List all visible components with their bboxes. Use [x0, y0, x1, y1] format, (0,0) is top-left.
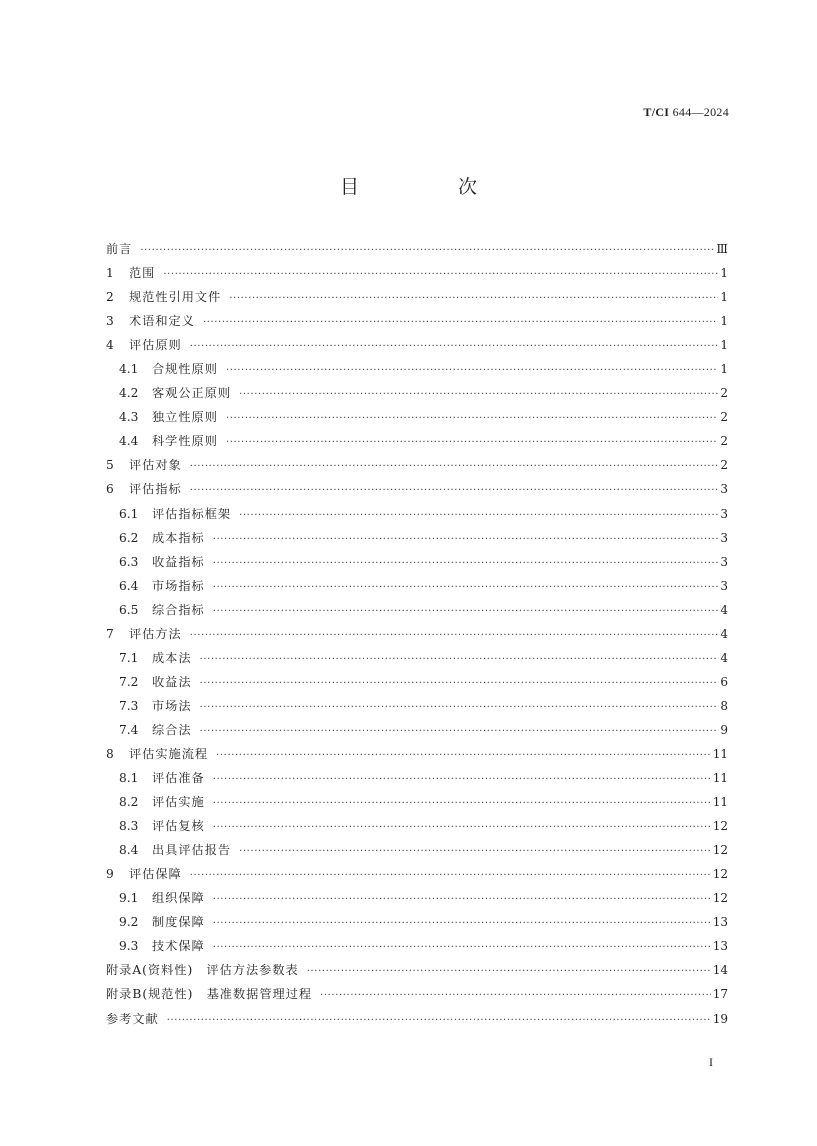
toc-entry[interactable] [106, 934, 728, 958]
toc-leader-dots [216, 744, 711, 768]
toc-entry[interactable] [106, 622, 728, 646]
toc-entry[interactable] [106, 477, 728, 501]
toc-entry[interactable] [106, 526, 728, 550]
toc-leader-dots [213, 552, 719, 576]
toc-leader-dots [213, 816, 711, 840]
toc-entry[interactable] [106, 1007, 728, 1031]
toc-entry[interactable] [106, 237, 728, 261]
toc-entry-number: 8 [106, 746, 114, 761]
toc-leader-dots [239, 383, 718, 407]
toc-leader-dots [213, 528, 719, 552]
toc-entry-page: 8 [720, 698, 728, 713]
toc-entry-number: 6 [106, 482, 114, 497]
toc-entry-number: 7.1 [119, 650, 139, 665]
toc-entry[interactable] [106, 982, 728, 1006]
toc-entry[interactable] [106, 694, 728, 718]
toc-entry-label: 合规性原则 [152, 362, 218, 377]
toc-entry-label: 收益指标 [152, 554, 205, 569]
toc-leader-dots [213, 768, 711, 792]
toc-entry-number: 8.4 [119, 843, 139, 858]
toc-entry-label: 前言 [106, 242, 133, 256]
toc-entry-label: 综合指标 [152, 602, 205, 617]
toc-entry-label: 出具评估报告 [152, 843, 232, 858]
toc-leader-dots [213, 600, 719, 624]
toc-entry-page: 2 [720, 434, 728, 449]
toc-entry-page: 9 [720, 722, 728, 737]
toc-entry-page: 12 [712, 819, 728, 834]
toc-entry-page: 1 [720, 338, 728, 353]
toc-entry-number: 7.4 [119, 722, 139, 737]
toc-leader-dots [226, 431, 718, 455]
page-number: I [709, 1055, 713, 1069]
toc-entry[interactable] [106, 550, 728, 574]
toc-entry-number: 4 [106, 338, 114, 353]
toc-entry-page: 4 [720, 626, 728, 641]
toc-entry-page: 1 [720, 362, 728, 377]
toc-entry-number: 2 [106, 290, 114, 305]
toc-entry-page: 13 [712, 939, 728, 954]
toc-entry-label: 范围 [129, 266, 156, 281]
toc-entry-page: 4 [720, 602, 728, 617]
toc-leader-dots [213, 912, 711, 936]
toc-entry-page: 6 [720, 674, 728, 689]
toc-entry-page: 1 [720, 290, 728, 305]
toc-entry-page: 1 [720, 314, 728, 329]
toc-entry-number: 4.2 [119, 386, 139, 401]
toc-entry[interactable] [106, 838, 728, 862]
toc-entry-number: 8.1 [119, 771, 139, 786]
standard-code-prefix: T/CI [643, 105, 670, 119]
toc-entry-number: 9.3 [119, 939, 139, 954]
standard-code [643, 105, 729, 120]
toc-leader-dots [226, 407, 718, 431]
toc-entry-page: 12 [712, 891, 728, 906]
toc-entry-page: 3 [720, 482, 728, 497]
toc-entry-page: 3 [720, 506, 728, 521]
toc-entry-label: 独立性原则 [152, 410, 218, 425]
toc-entry[interactable] [106, 910, 728, 934]
toc-leader-dots [307, 960, 711, 984]
toc-entry[interactable] [106, 742, 728, 766]
toc-entry-label: 规范性引用文件 [129, 290, 222, 305]
toc-entry[interactable] [106, 261, 728, 285]
toc-entry-page: 3 [720, 554, 728, 569]
toc-entry-label: 收益法 [152, 674, 192, 689]
toc-title: 目 次 [339, 176, 517, 198]
toc-entry-label: 附录A(资料性) 评估方法参数表 [106, 963, 299, 978]
toc-entry-page: 2 [720, 458, 728, 473]
toc-leader-dots [190, 335, 719, 359]
toc-entry[interactable] [106, 381, 728, 405]
toc-entry-label: 评估指标 [129, 482, 182, 497]
toc-entry-number: 7.3 [119, 698, 139, 713]
toc-entry-label: 参考文献 [106, 1011, 159, 1026]
toc-entry-number: 5 [106, 458, 114, 473]
toc-entry-page: 1 [720, 266, 728, 281]
toc-leader-dots [203, 311, 718, 335]
toc-entry-label: 制度保障 [152, 915, 205, 930]
toc-entry-page: 12 [712, 843, 728, 858]
toc-entry-number: 4.4 [119, 434, 139, 449]
toc-entry-page: 14 [712, 963, 728, 978]
toc-entry-number: 9.1 [119, 891, 139, 906]
toc-entry-number: 3 [106, 314, 114, 329]
toc-entry-page: 3 [720, 578, 728, 593]
toc-leader-dots [200, 696, 719, 720]
toc-entry-label: 评估原则 [129, 338, 182, 353]
toc-entry-label: 评估保障 [129, 867, 182, 882]
toc-leader-dots [190, 624, 719, 648]
toc-entry-page: 13 [712, 915, 728, 930]
toc-leader-dots [163, 263, 718, 287]
toc-leader-dots [190, 479, 719, 503]
toc-entry[interactable] [106, 405, 728, 429]
toc-entry-number: 7 [106, 626, 114, 641]
toc-leader-dots [140, 239, 714, 263]
toc-leader-dots [229, 287, 718, 311]
toc-leader-dots [213, 888, 711, 912]
toc-entry-number: 4.1 [119, 362, 139, 377]
toc-entry-label: 评估对象 [129, 458, 182, 473]
toc-entry[interactable] [106, 453, 728, 477]
toc-entry-label: 技术保障 [152, 939, 205, 954]
toc-leader-dots [167, 1009, 711, 1033]
toc-entry-page: 19 [712, 1011, 728, 1026]
toc-leader-dots [200, 648, 719, 672]
toc-entry-number: 6.5 [119, 602, 139, 617]
toc-leader-dots [239, 840, 711, 864]
toc-entry-number: 6.3 [119, 554, 139, 569]
toc-entry-page: 2 [720, 410, 728, 425]
toc-entry-number: 9 [106, 867, 114, 882]
toc-entry-label: 评估指标框架 [152, 506, 232, 521]
toc-entry[interactable] [106, 766, 728, 790]
toc-entry[interactable] [106, 718, 728, 742]
toc-entry-page: 3 [720, 530, 728, 545]
toc-leader-dots [320, 984, 711, 1008]
toc-entry[interactable] [106, 574, 728, 598]
toc-entry[interactable] [106, 862, 728, 886]
toc-entry-page: Ⅲ [716, 242, 728, 256]
toc-entry-label: 评估准备 [152, 771, 205, 786]
toc-entry-page: 17 [712, 987, 728, 1002]
toc-entry[interactable] [106, 309, 728, 333]
toc-entry-page: 12 [712, 867, 728, 882]
toc-entry[interactable] [106, 333, 728, 357]
toc-entry-number: 8.3 [119, 819, 139, 834]
toc-leader-dots [190, 455, 719, 479]
table-of-contents [106, 237, 728, 1031]
toc-entry-number: 7.2 [119, 674, 139, 689]
toc-entry-number: 6.2 [119, 530, 139, 545]
toc-entry-label: 市场指标 [152, 578, 205, 593]
toc-leader-dots [213, 576, 719, 600]
toc-leader-dots [200, 720, 719, 744]
toc-entry-number: 6.4 [119, 578, 139, 593]
toc-leader-dots [200, 672, 719, 696]
toc-entry-label: 评估实施流程 [129, 746, 209, 761]
toc-entry[interactable] [106, 814, 728, 838]
toc-entry-number: 8.2 [119, 795, 139, 810]
toc-entry-number: 1 [106, 266, 114, 281]
toc-entry-label: 组织保障 [152, 891, 205, 906]
toc-entry[interactable] [106, 886, 728, 910]
toc-entry-label: 科学性原则 [152, 434, 218, 449]
toc-entry-label: 评估方法 [129, 626, 182, 641]
toc-entry-number: 6.1 [119, 506, 139, 521]
toc-entry-label: 市场法 [152, 698, 192, 713]
standard-code-number: 644—2024 [672, 105, 729, 119]
toc-entry-page: 4 [720, 650, 728, 665]
toc-entry[interactable] [106, 790, 728, 814]
toc-leader-dots [213, 792, 711, 816]
toc-entry-label: 术语和定义 [129, 314, 195, 329]
toc-entry-label: 成本指标 [152, 530, 205, 545]
toc-entry-label: 附录B(规范性) 基准数据管理过程 [106, 987, 313, 1002]
toc-entry[interactable] [106, 357, 728, 381]
toc-leader-dots [190, 864, 711, 888]
toc-entry-number: 4.3 [119, 410, 139, 425]
toc-entry-label: 成本法 [152, 650, 192, 665]
toc-entry-label: 客观公正原则 [152, 386, 232, 401]
toc-entry[interactable] [106, 429, 728, 453]
toc-entry-page: 11 [712, 771, 728, 786]
toc-entry-number: 9.2 [119, 915, 139, 930]
toc-entry[interactable] [106, 285, 728, 309]
toc-leader-dots [239, 504, 718, 528]
toc-entry[interactable] [106, 646, 728, 670]
toc-entry-page: 2 [720, 386, 728, 401]
toc-leader-dots [213, 936, 711, 960]
toc-entry[interactable] [106, 670, 728, 694]
toc-entry-label: 评估复核 [152, 819, 205, 834]
toc-entry-page: 11 [712, 795, 728, 810]
toc-leader-dots [226, 359, 718, 383]
toc-entry-label: 评估实施 [152, 795, 205, 810]
toc-entry-label: 综合法 [152, 722, 192, 737]
toc-entry[interactable] [106, 598, 728, 622]
toc-entry[interactable] [106, 958, 728, 982]
toc-entry[interactable] [106, 502, 728, 526]
toc-entry-page: 11 [712, 746, 728, 761]
